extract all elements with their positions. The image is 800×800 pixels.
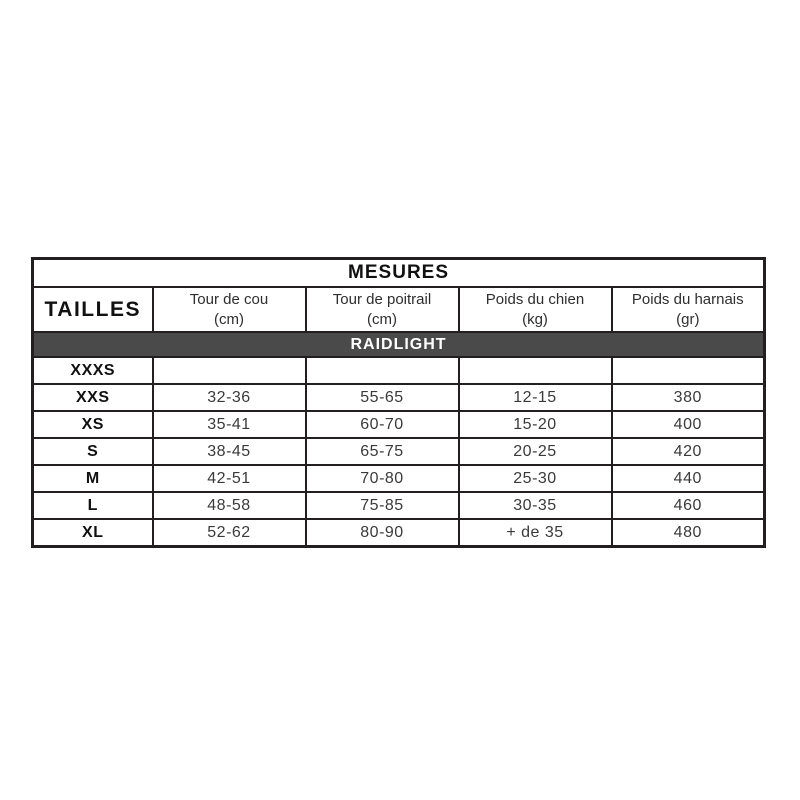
col-header-neck-label: Tour de cou (189, 291, 269, 308)
table-title: MESURES (33, 259, 765, 288)
chest-value-cell (306, 357, 459, 384)
dog-weight-value-cell: 30-35 (459, 492, 612, 519)
size-cell: L (33, 492, 153, 519)
harness-weight-value-cell: 400 (612, 411, 765, 438)
col-header-dog-weight (459, 287, 612, 332)
col-header-chest-unit: (cm) (367, 310, 397, 328)
dog-weight-value-cell: 20-25 (459, 438, 612, 465)
col-header-sizes: TAILLES (33, 287, 153, 332)
chest-value-cell: 70-80 (306, 465, 459, 492)
col-header-harness-weight (612, 287, 765, 332)
dog-weight-value-cell: 12-15 (459, 384, 612, 411)
table-title-row (33, 259, 765, 288)
size-cell: XL (33, 519, 153, 547)
size-cell: XXS (33, 384, 153, 411)
brand-band-row (33, 332, 765, 357)
col-header-chest-label: Tour de poitrail (332, 291, 432, 308)
neck-value-cell: 32-36 (153, 384, 306, 411)
table-row (33, 357, 765, 384)
dog-weight-value-cell: 25-30 (459, 465, 612, 492)
size-chart-table (31, 257, 766, 548)
chest-value-cell: 75-85 (306, 492, 459, 519)
col-header-neck-unit: (cm) (214, 310, 244, 328)
chest-value-cell: 55-65 (306, 384, 459, 411)
table-row (33, 492, 765, 519)
size-cell: M (33, 465, 153, 492)
col-header-dog-weight-label: Poids du chien (485, 291, 585, 308)
col-header-harness-weight-unit: (gr) (676, 310, 700, 328)
brand-band: RAIDLIGHT (33, 332, 765, 357)
harness-weight-value-cell: 380 (612, 384, 765, 411)
size-cell: S (33, 438, 153, 465)
dog-weight-value-cell: + de 35 (459, 519, 612, 547)
neck-value-cell: 48-58 (153, 492, 306, 519)
neck-value-cell (153, 357, 306, 384)
col-header-neck (153, 287, 306, 332)
neck-value-cell: 35-41 (153, 411, 306, 438)
col-header-chest (306, 287, 459, 332)
chest-value-cell: 65-75 (306, 438, 459, 465)
chest-value-cell: 60-70 (306, 411, 459, 438)
dog-weight-value-cell (459, 357, 612, 384)
harness-weight-value-cell: 420 (612, 438, 765, 465)
harness-weight-value-cell (612, 357, 765, 384)
column-header-row (33, 287, 765, 332)
table-row (33, 438, 765, 465)
size-cell: XS (33, 411, 153, 438)
table-row (33, 411, 765, 438)
col-header-dog-weight-unit: (kg) (522, 310, 548, 328)
table-row (33, 384, 765, 411)
neck-value-cell: 38-45 (153, 438, 306, 465)
harness-weight-value-cell: 440 (612, 465, 765, 492)
dog-weight-value-cell: 15-20 (459, 411, 612, 438)
col-header-harness-weight-label: Poids du harnais (631, 291, 744, 308)
table-row (33, 519, 765, 547)
harness-weight-value-cell: 480 (612, 519, 765, 547)
size-cell: XXXS (33, 357, 153, 384)
neck-value-cell: 42-51 (153, 465, 306, 492)
neck-value-cell: 52-62 (153, 519, 306, 547)
harness-weight-value-cell: 460 (612, 492, 765, 519)
chest-value-cell: 80-90 (306, 519, 459, 547)
table-row (33, 465, 765, 492)
